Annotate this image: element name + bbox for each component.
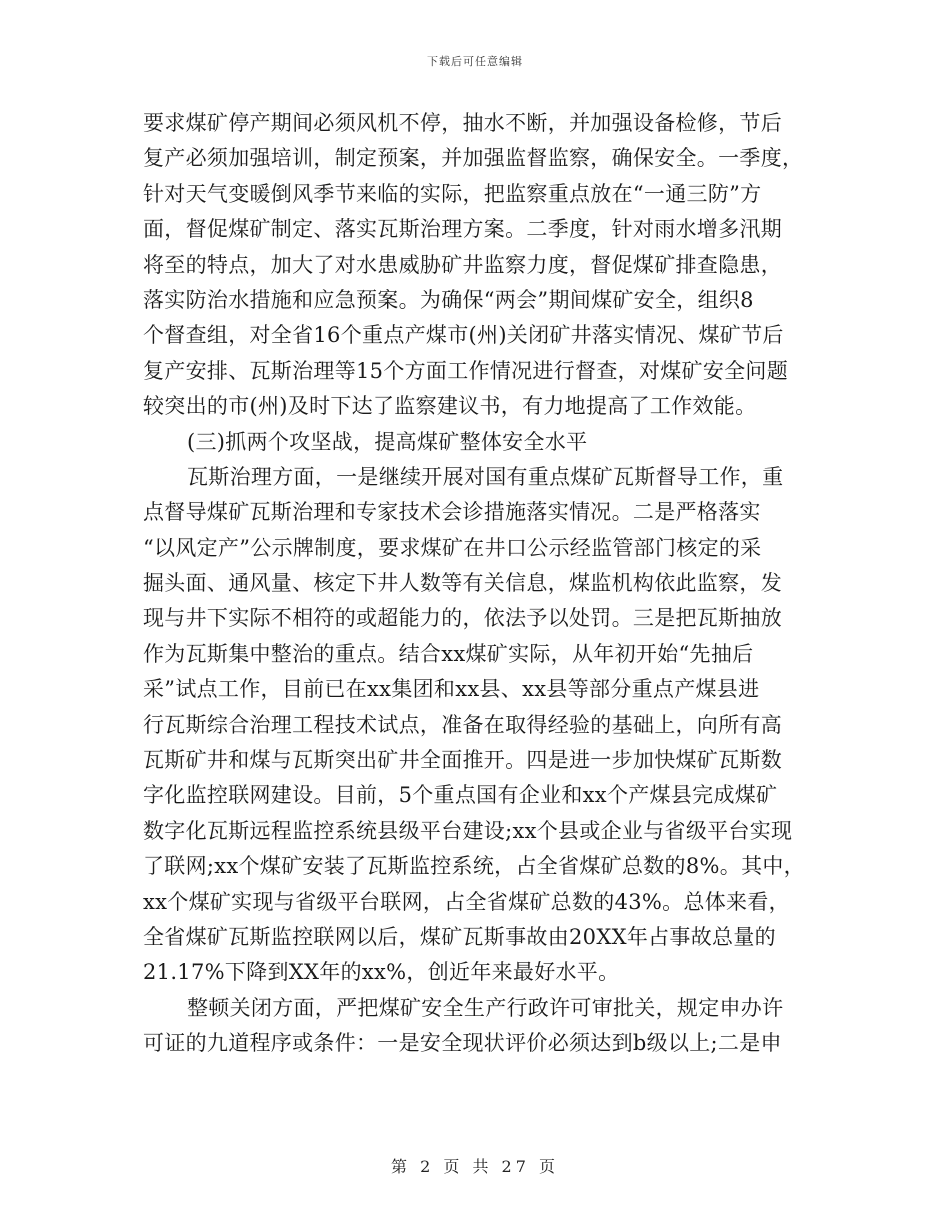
- text-line: 落实防治水措施和应急预案。为确保“两会”期间煤矿安全，组织8: [143, 287, 754, 312]
- text-line: 作为瓦斯集中整治的重点。结合xx煤矿实际，从年初开始“先抽后: [143, 641, 754, 666]
- text-line: 瓦斯矿井和煤与瓦斯突出矿井全面推开。四是进一步加快煤矿瓦斯数: [143, 748, 782, 773]
- text-line: xx个煤矿实现与省级平台联网，占全省煤矿总数的43%。总体来看，: [143, 889, 790, 914]
- text-line: 了联网;xx个煤矿安装了瓦斯监控系统，占全省煤矿总数的8%。其中，: [143, 854, 805, 879]
- text-line: 复产必须加强培训，制定预案，并加强监督监察，确保安全。一季度，: [143, 146, 804, 171]
- page-number: 第 2 页 共 27 页: [391, 1157, 559, 1176]
- text-line: 瓦斯治理方面，一是继续开展对国有重点煤矿瓦斯督导工作，重: [187, 464, 784, 489]
- page-header: 下载后可任意编辑: [427, 55, 523, 68]
- text-line: 掘头面、通风量、核定下井人数等有关信息，煤监机构依此监察，发: [143, 571, 782, 596]
- text-line: 数字化瓦斯远程监控系统县级平台建设;xx个县或企业与省级平台实现: [143, 818, 793, 843]
- text-line: 可证的九道程序或条件：一是安全现状评价必须达到b级以上;二是申: [143, 1031, 782, 1056]
- text-line: 要求煤矿停产期间必须风机不停，抽水不断，并加强设备检修，节后: [143, 111, 782, 135]
- text-line: “以风定产”公示牌制度，要求煤矿在井口公示经监管部门核定的采: [143, 535, 762, 560]
- text-line: 全省煤矿瓦斯监控联网以后，煤矿瓦斯事故由20XX年占事故总量的: [143, 924, 776, 949]
- document-body: [143, 106, 811, 1062]
- text-line: 较突出的市(州)及时下达了监察建议书，有力地提高了工作效能。: [143, 394, 757, 419]
- text-line: 针对天气变暖倒风季节来临的实际，把监察重点放在“一通三防”方: [143, 181, 762, 206]
- text-line: 个督查组，对全省16个重点产煤市(州)关闭矿井落实情况、煤矿节后: [143, 323, 784, 348]
- text-line: 21.17%下降到XX年的xx%，创近年来最好水平。: [143, 960, 620, 985]
- text-line: 现与井下实际不相符的或超能力的，依法予以处罚。三是把瓦斯抽放: [143, 606, 782, 631]
- text-line: 点督导煤矿瓦斯治理和专家技术会诊措施落实情况。二是严格落实: [143, 500, 761, 525]
- text-line: 复产安排、瓦斯治理等15个方面工作情况进行督查，对煤矿安全问题: [143, 358, 789, 383]
- text-line: 采”试点工作，目前已在xx集团和xx县、xx县等部分重点产煤县进: [143, 677, 760, 702]
- text-line: 整顿关闭方面，严把煤矿安全生产行政许可审批关，规定申办许: [187, 995, 784, 1020]
- text-line: 行瓦斯综合治理工程技术试点，准备在取得经验的基础上，向所有高: [143, 712, 782, 737]
- text-line: 面，督促煤矿制定、落实瓦斯治理方案。二季度，针对雨水增多汛期: [143, 217, 782, 242]
- text-line: 将至的特点，加大了对水患威胁矿井监察力度，督促煤矿排查隐患，: [143, 252, 782, 277]
- text-line: 字化监控联网建设。目前，5个重点国有企业和xx个产煤县完成煤矿: [143, 783, 778, 808]
- section-heading: (三)抓两个攻坚战，提高煤矿整体安全水平: [187, 429, 588, 454]
